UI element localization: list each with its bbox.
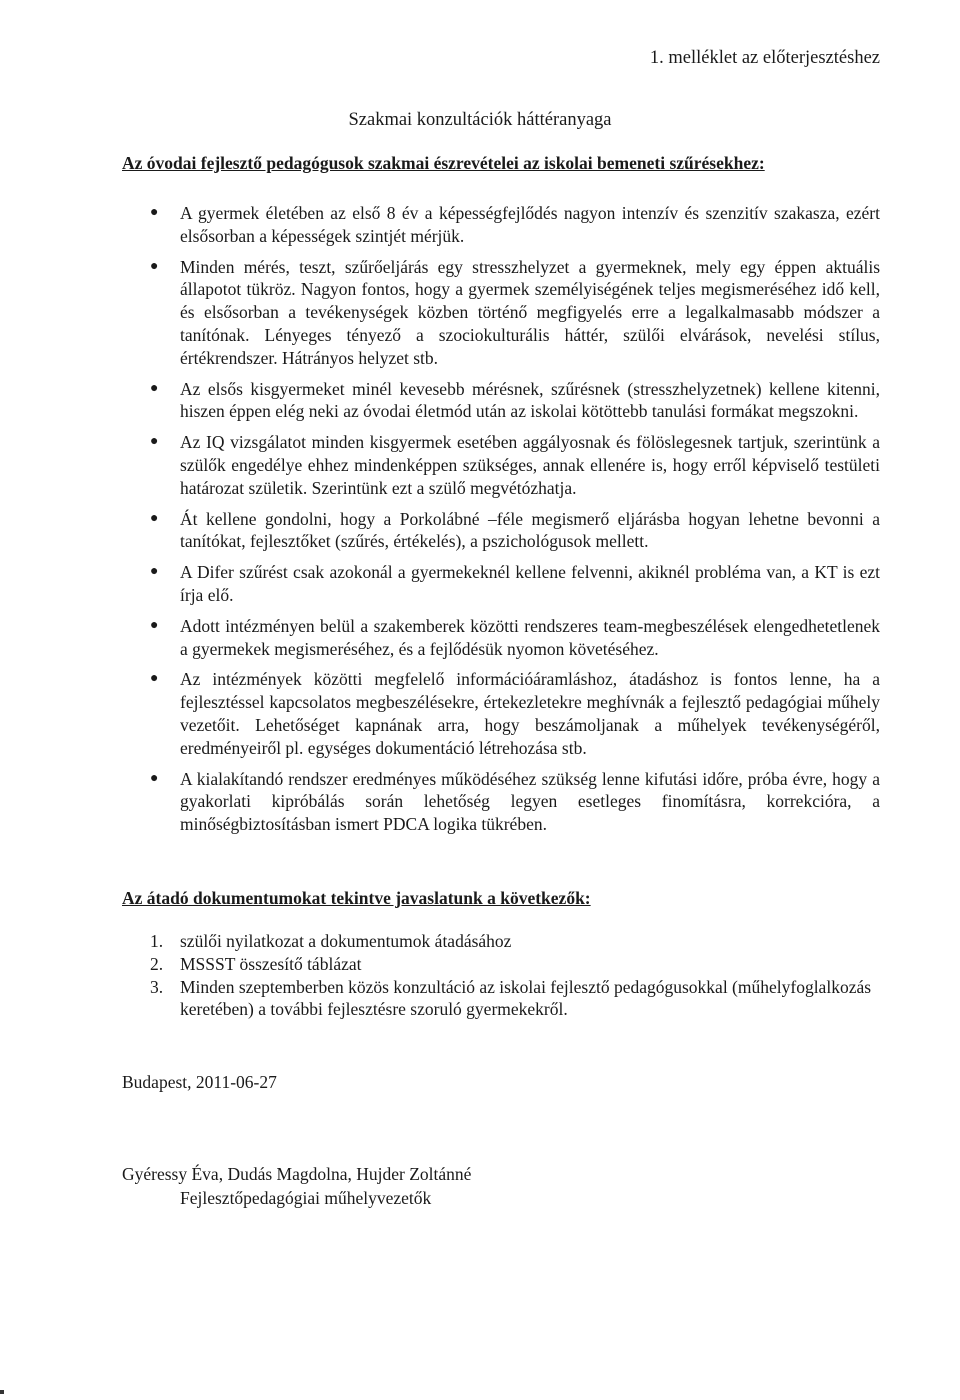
list-item-text: A kialakítandó rendszer eredményes működéséhez szükség lenne kifutási időre, próba évre, hogy a gyakorlati kipróbálás során lehetőség legyen esetleges finomításra, korrekcióra, a minőségbiztosításban ismert PDCA logika tükrében. <box>180 768 880 835</box>
bullet-icon: ● <box>150 434 159 450</box>
list-item <box>150 668 880 759</box>
section-heading-observations: Az óvodai fejlesztő pedagógusok szakmai észrevételei az iskolai bemeneti szűrésekhez: <box>122 153 765 173</box>
scan-artifact <box>0 1390 4 1394</box>
annex-label: 1. melléklet az előterjesztéshez <box>649 48 880 68</box>
list-item-number: 2. <box>150 953 164 974</box>
place-and-date: Budapest, 2011-06-27 <box>122 1072 277 1092</box>
bullet-icon: ● <box>150 380 159 396</box>
bullet-icon: ● <box>150 770 159 786</box>
list-item-text: Adott intézményen belül a szakemberek közötti rendszeres team-megbeszélések elengedhetetlenek a gyermekek megismeréséhez, és a fejlődésük nyomon követéséhez. <box>180 615 880 659</box>
list-item-text: A Difer szűrést csak azokonál a gyermekeknél kellene felvenni, akiknél probléma van, a KT is ezt írja elő. <box>180 562 880 605</box>
list-item <box>150 256 880 370</box>
signature-block <box>122 1162 471 1210</box>
list-item-text: Minden szeptemberben közös konzultáció az iskolai fejlesztő pedagógusokkal (műhelyfoglalkozás keretében) a további fejlesztésre szoruló gyermekekről. <box>180 976 872 1020</box>
bullet-icon: ● <box>150 617 159 633</box>
list-item <box>150 431 880 499</box>
signer-names: Gyéressy Éva, Dudás Magdolna, Hujder Zoltánné <box>122 1164 472 1184</box>
list-item <box>150 976 880 1022</box>
observations-list <box>150 202 880 844</box>
list-item <box>150 202 880 248</box>
list-item-text: Minden mérés, teszt, szűrőeljárás egy stresszhelyzet a gyermeknek, mely egy éppen aktuális állapotot tükröz. Nagyon fontos, hogy a gyermek személyiségének teljes megismeréséhez idő kell, és elsősorban a tevékenységek közben történő megfigyelés erre a legalkalmasabb módszer a tanítónak. Lényeges tényező a szociokulturális háttér, szülői elvárások, nevelési stílus, értékrendszer. Hátrányos helyzet stb. <box>180 256 880 368</box>
bullet-icon: ● <box>150 510 159 526</box>
list-item-text: MSSST összesítő táblázat <box>180 953 362 974</box>
list-item-text: szülői nyilatkozat a dokumentumok átadásához <box>180 931 512 951</box>
list-item <box>150 508 880 554</box>
list-item-text: Az elsős kisgyermeket minél kevesebb mérésnek, szűrésnek (stresszhelyzetnek) kellene kitenni, hiszen éppen elég neki az óvodai életmód után az iskolai kötöttebb tanulási formákat megszokni. <box>180 378 880 422</box>
list-item-text: Az IQ vizsgálatot minden kisgyermek esetében aggályosnak és fölöslegesnek tartjuk, szerintünk a szülők engedélye ehhez mindenképpen szükséges, annak ellenére is, hogy erről képviselő testületi határozat születik. Szerintünk ezt a szülő megvétózhatja. <box>180 432 880 498</box>
list-item-text: Át kellene gondolni, hogy a Porkolábné –féle megismerő eljárásba hogyan lehetne bevonni a tanítókat, fejlesztőket (szűrés, értékelés), a pszichológusok mellett. <box>180 508 880 552</box>
list-item-number: 3. <box>150 976 164 997</box>
section-heading-proposals: Az átadó dokumentumokat tekintve javaslatunk a következők: <box>122 888 591 908</box>
list-item <box>150 768 880 836</box>
bullet-icon: ● <box>150 205 159 220</box>
signer-role: Fejlesztőpedagógiai műhelyvezetők <box>180 1188 432 1208</box>
list-item <box>150 930 880 953</box>
proposals-list <box>150 930 880 1021</box>
bullet-icon: ● <box>150 671 159 687</box>
list-item <box>150 615 880 661</box>
bullet-icon: ● <box>150 258 159 274</box>
document-subtitle: Szakmai konzultációk háttéranyaga <box>348 110 612 130</box>
bullet-icon: ● <box>150 564 159 580</box>
list-item <box>150 953 880 976</box>
list-item-number: 1. <box>150 931 164 951</box>
list-item-text: A gyermek életében az első 8 év a képességfejlődés nagyon intenzív és szenzitív szakasza, ezért elsősorban a képességek szintjét mérjük. <box>180 203 880 246</box>
list-item-text: Az intézmények közötti megfelelő információáramláshoz, átadáshoz is fontos lenne, ha a fejlesztéssel kapcsolatos megbeszélésekre, értekezletekre meghívnák a fejlesztő pedagógiai műhely vezetőit. Lehetőséget kapnának arra, hogy beszámoljanak a műhelyek tevékenységéről, eredményeiről pl. egységes dokumentáció létrehozása stb. <box>180 669 880 758</box>
list-item <box>150 378 880 424</box>
list-item <box>150 561 880 607</box>
